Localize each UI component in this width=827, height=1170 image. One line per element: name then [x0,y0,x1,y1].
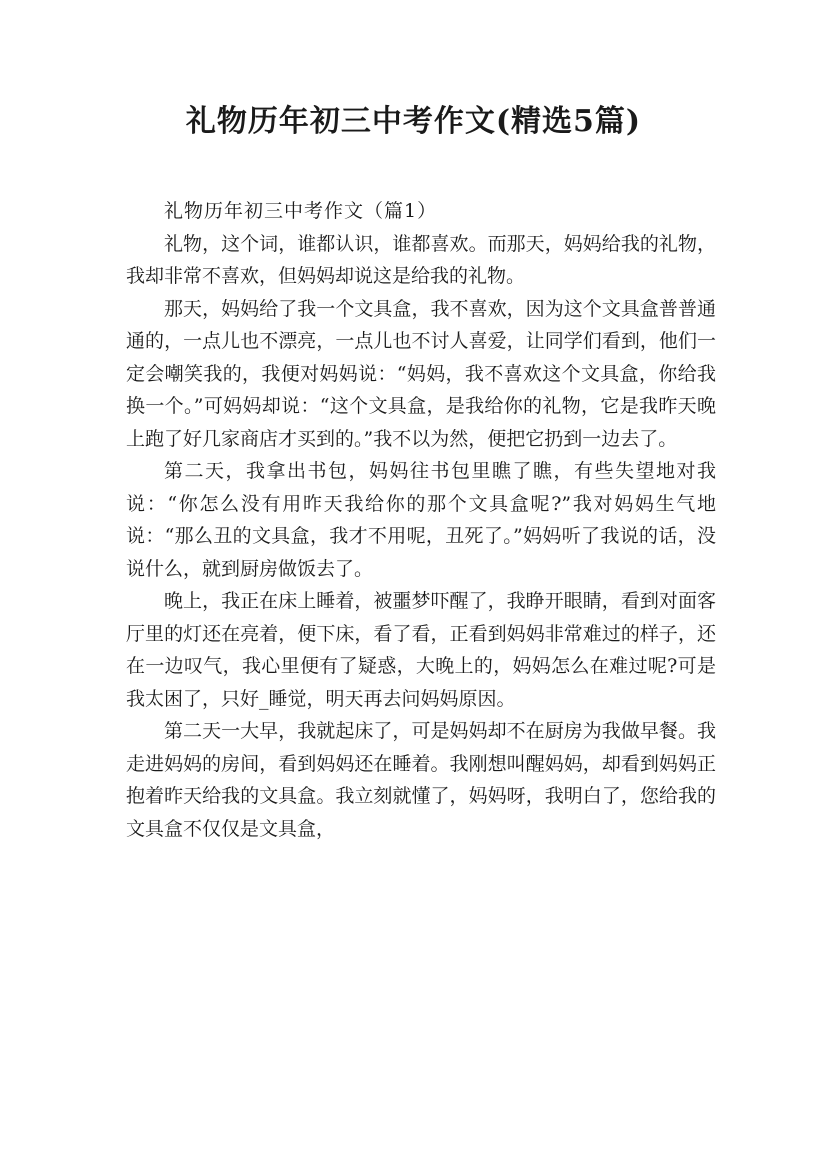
document-body [126,195,716,845]
document-title: 礼物历年初三中考作文(精选5篇) [185,104,642,139]
paragraph: 那天，妈妈给了我一个文具盒，我不喜欢，因为这个文具盒普普通通的，一点儿也不漂亮，一点儿也不讨人喜爱，让同学们看到，他们一定会嘲笑我的，我便对妈妈说：“妈妈，我不喜欢这个文具盒，你给我换一个。”可妈妈却说：“这个文具盒，是我给你的礼物，它是我昨天晚上跑了好几家商店才买到的。”我不以为然，便把它扔到一边去了。 [126,297,716,450]
paragraph: 第二天，我拿出书包，妈妈往书包里瞧了瞧，有些失望地对我说：“你怎么没有用昨天我给你的那个文具盒呢?”我对妈妈生气地说：“那么丑的文具盒，我才不用呢，丑死了。”妈妈听了我说的话，没说什么，就到厨房做饭去了。 [126,460,716,580]
paragraph: 晚上，我正在床上睡着，被噩梦吓醒了，我睁开眼睛，看到对面客厅里的灯还在亮着，便下床，看了看，正看到妈妈非常难过的样子，还在一边叹气，我心里便有了疑惑，大晚上的，妈妈怎么在难过呢?可是我太困了，只好_睡觉，明天再去问妈妈原因。 [126,590,716,710]
paragraph: 第二天一大早，我就起床了，可是妈妈却不在厨房为我做早餐。我走进妈妈的房间，看到妈妈还在睡着。我刚想叫醒妈妈，却看到妈妈正抱着昨天给我的文具盒。我立刻就懂了，妈妈呀，我明白了，您给我的文具盒不仅仅是文具盒， [126,720,716,840]
paragraph: 礼物，这个词，谁都认识，谁都喜欢。而那天，妈妈给我的礼物，我却非常不喜欢，但妈妈却说这是给我的礼物。 [126,232,716,287]
section-heading: 礼物历年初三中考作文（篇1） [164,200,438,222]
